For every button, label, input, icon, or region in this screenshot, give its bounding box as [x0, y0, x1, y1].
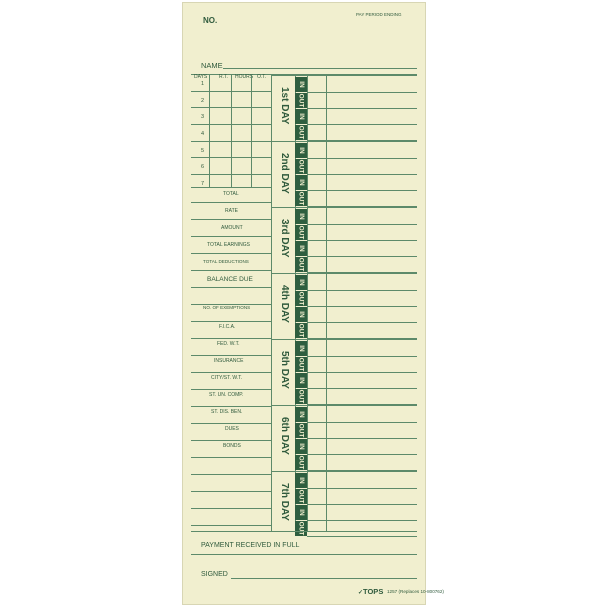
day-section-divider	[271, 273, 417, 274]
punch-in-tag	[295, 275, 307, 290]
day-row-line	[191, 124, 271, 125]
punch-out-tag	[295, 125, 307, 140]
hours-column-header: HOURS	[235, 74, 254, 80]
payroll-row-line[interactable]	[191, 372, 271, 373]
payroll-fed-wt-label: FED. W.T.	[217, 341, 240, 347]
payroll-row-line[interactable]	[191, 474, 271, 475]
day-section-divider	[271, 405, 417, 406]
signature-line[interactable]	[231, 578, 417, 579]
day-row-line	[191, 141, 271, 142]
payroll-row-line[interactable]	[191, 338, 271, 339]
punch-time-line[interactable]	[307, 306, 417, 307]
day-number-4: 4	[201, 131, 205, 137]
day-label-6: 6th DAY	[279, 417, 290, 455]
punch-time-line[interactable]	[307, 190, 417, 191]
punch-in-label: IN	[297, 443, 305, 450]
punch-column-right-border	[307, 75, 308, 531]
payroll-row-line[interactable]	[191, 202, 271, 203]
punch-time-line[interactable]	[307, 488, 417, 489]
punch-in-tag	[295, 109, 307, 124]
punch-in-tag	[295, 175, 307, 190]
payment-line[interactable]	[191, 554, 417, 555]
punch-in-label: IN	[297, 213, 305, 220]
punch-in-label: IN	[297, 477, 305, 484]
punch-out-label: OUT	[297, 489, 305, 504]
punch-out-label: OUT	[297, 191, 305, 206]
punch-in-tag	[295, 473, 307, 488]
payroll-total-label: TOTAL	[223, 191, 239, 197]
payroll-row-line[interactable]	[191, 389, 271, 390]
punch-in-tag	[295, 407, 307, 422]
day-row-line	[191, 174, 271, 175]
payroll-balance-due-label: BALANCE DUE	[207, 276, 253, 283]
punch-in-label: IN	[297, 411, 305, 418]
tops-logo-mark-icon: ✓	[358, 590, 364, 596]
punch-in-tag	[295, 241, 307, 256]
punch-time-line[interactable]	[307, 92, 417, 93]
day-section-divider	[271, 471, 417, 472]
payroll-row-line[interactable]	[191, 304, 271, 305]
punch-time-line[interactable]	[307, 158, 417, 159]
punch-in-tag	[295, 439, 307, 454]
payroll-row-line[interactable]	[191, 508, 271, 509]
day-number-6: 6	[201, 164, 205, 170]
payroll-row-line[interactable]	[191, 491, 271, 492]
payroll-total-deductions-label: TOTAL DEDUCTIONS	[203, 259, 249, 264]
pay-period-label: PAY PERIOD ENDING	[356, 12, 402, 17]
payroll-amount-label: AMOUNT	[221, 225, 243, 231]
punch-in-tag	[295, 373, 307, 388]
payroll-row-line[interactable]	[191, 219, 271, 220]
day-label-7: 7th DAY	[279, 483, 290, 521]
time-card	[182, 2, 444, 605]
punch-time-line[interactable]	[307, 290, 417, 291]
payroll-row-line[interactable]	[191, 287, 271, 288]
payroll-st-un-comp-label: ST. UN. COMP.	[209, 392, 244, 398]
punch-time-line[interactable]	[307, 422, 417, 423]
day-label-1: 1st DAY	[279, 87, 290, 125]
payroll-st-dis-ben-label: ST. DIS. BEN.	[211, 409, 243, 415]
punch-in-label: IN	[297, 81, 305, 88]
punch-out-label: OUT	[297, 521, 305, 536]
punch-out-label: OUT	[297, 389, 305, 404]
payroll-row-line[interactable]	[191, 423, 271, 424]
day-number-5: 5	[201, 148, 205, 154]
punch-in-label: IN	[297, 113, 305, 120]
payroll-row-line[interactable]	[191, 236, 271, 237]
punch-time-line[interactable]	[307, 454, 417, 455]
day-label-5: 5th DAY	[279, 351, 290, 389]
day-section-divider	[271, 75, 417, 76]
punch-time-line[interactable]	[307, 224, 417, 225]
payroll-exemptions-label: NO. OF EXEMPTIONS	[203, 305, 251, 310]
punch-in-label: IN	[297, 311, 305, 318]
punch-time-line[interactable]	[307, 174, 417, 175]
punch-out-label: OUT	[297, 357, 305, 372]
grid-divider-right	[271, 75, 272, 531]
punch-time-line[interactable]	[307, 240, 417, 241]
day-label-4: 4th DAY	[279, 285, 290, 323]
tops-brand-text: TOPS	[363, 587, 384, 596]
punch-time-line[interactable]	[307, 388, 417, 389]
punch-out-tag	[295, 159, 307, 174]
product-code: 1257 (Replaces 10-800762)	[387, 589, 444, 594]
punch-in-tag	[295, 77, 307, 92]
punch-in-label: IN	[297, 509, 305, 516]
day-number-7: 7	[201, 181, 205, 187]
day-section-divider	[271, 339, 417, 340]
punch-out-tag	[295, 489, 307, 504]
day-row-line	[191, 91, 271, 92]
payroll-bonds-label: BONDS	[223, 443, 241, 449]
punch-time-divider	[326, 75, 327, 531]
punch-time-line[interactable]	[307, 124, 417, 125]
punch-in-label: IN	[297, 245, 305, 252]
card-number-label: NO.	[203, 16, 218, 25]
ot-column-header: O.T.	[257, 74, 267, 80]
day-number-3: 3	[201, 114, 205, 120]
payroll-row-line[interactable]	[191, 525, 271, 526]
payroll-row-line[interactable]	[191, 253, 271, 254]
payroll-dues-label: DUES	[225, 426, 239, 432]
punch-in-label: IN	[297, 279, 305, 286]
punch-out-tag	[295, 455, 307, 470]
punch-time-line[interactable]	[307, 372, 417, 373]
punch-out-label: OUT	[297, 423, 305, 438]
punch-out-tag	[295, 389, 307, 404]
payroll-total-earnings-label: TOTAL EARNINGS	[207, 242, 250, 248]
punch-time-line[interactable]	[307, 536, 417, 537]
tops-logo	[358, 588, 383, 596]
punch-out-label: OUT	[297, 291, 305, 306]
punch-in-label: IN	[297, 345, 305, 352]
payroll-city-st-wt-label: CITY/ST. W.T.	[211, 375, 243, 381]
punch-out-label: OUT	[297, 159, 305, 174]
punch-out-label: OUT	[297, 93, 305, 108]
payroll-row-line[interactable]	[191, 406, 271, 407]
punch-in-tag	[295, 143, 307, 158]
rt-column-header: R.T.	[219, 74, 228, 80]
day-number-2: 2	[201, 98, 205, 104]
punch-time-line[interactable]	[307, 504, 417, 505]
punch-out-tag	[295, 357, 307, 372]
punch-out-tag	[295, 423, 307, 438]
punch-in-tag	[295, 505, 307, 520]
day-label-2: 2nd DAY	[279, 153, 290, 194]
punch-out-tag	[295, 291, 307, 306]
punch-time-line[interactable]	[307, 322, 417, 323]
punch-out-label: OUT	[297, 323, 305, 338]
punch-out-label: OUT	[297, 257, 305, 272]
payroll-rate-label: RATE	[225, 208, 238, 214]
punch-out-tag	[295, 323, 307, 338]
day-section-divider	[271, 141, 417, 142]
punch-out-tag	[295, 191, 307, 206]
payroll-row-line[interactable]	[191, 321, 271, 322]
payment-received-label: PAYMENT RECEIVED IN FULL	[201, 542, 300, 549]
payroll-row-line[interactable]	[191, 440, 271, 441]
punch-time-line[interactable]	[307, 256, 417, 257]
punch-in-tag	[295, 307, 307, 322]
punch-in-label: IN	[297, 179, 305, 186]
punch-in-tag	[295, 341, 307, 356]
punch-out-tag	[295, 93, 307, 108]
day-row-line	[191, 157, 271, 158]
punch-time-line[interactable]	[307, 108, 417, 109]
day-row-line	[191, 187, 271, 188]
punch-out-tag	[295, 225, 307, 240]
payroll-row-line[interactable]	[191, 270, 271, 271]
punch-in-tag	[295, 209, 307, 224]
day-section-divider	[271, 207, 417, 208]
payroll-row-line[interactable]	[191, 355, 271, 356]
day-label-3: 3rd DAY	[279, 219, 290, 258]
name-line[interactable]	[223, 68, 417, 69]
punch-out-label: OUT	[297, 125, 305, 140]
days-column-header: DAYS	[194, 74, 208, 80]
payroll-row-line[interactable]	[191, 457, 271, 458]
payroll-fica-label: F.I.C.A.	[219, 324, 236, 330]
signed-label: SIGNED	[201, 571, 228, 578]
punch-out-tag	[295, 257, 307, 272]
punch-out-label: OUT	[297, 455, 305, 470]
punch-out-label: OUT	[297, 225, 305, 240]
day-number-1: 1	[201, 81, 205, 87]
name-label: NAME	[201, 61, 223, 70]
payroll-insurance-label: INSURANCE	[214, 358, 244, 364]
punch-in-label: IN	[297, 147, 305, 154]
punch-time-line[interactable]	[307, 356, 417, 357]
punch-out-tag	[295, 521, 307, 536]
day-row-line	[191, 107, 271, 108]
punch-area-bottom-line	[191, 531, 417, 532]
punch-time-line[interactable]	[307, 438, 417, 439]
punch-in-label: IN	[297, 377, 305, 384]
punch-time-line[interactable]	[307, 520, 417, 521]
